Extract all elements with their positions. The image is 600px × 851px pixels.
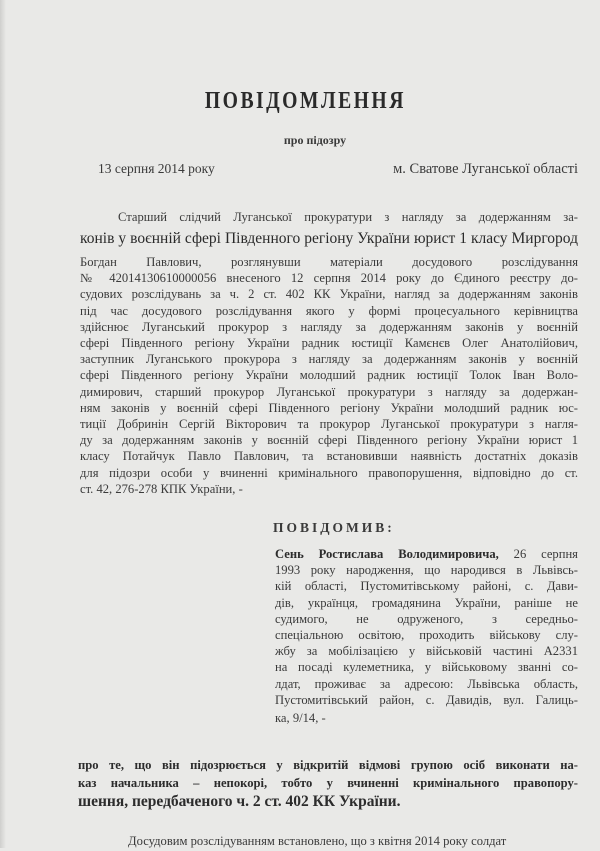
paragraph-line: Старший слідчий Луганської прокуратури з нагляду за додержанням за- [118,210,578,224]
paragraph-line: здійснює Луганський прокурор з нагляду за додержанням законів у воєнній [80,319,578,334]
final-paragraph-line: Досудовим розслідуванням встановлено, що з квітня 2014 року солдат [128,834,507,848]
paragraph-line: димирович, старший прокурор Луганської прокуратури з нагляду за додержан- [80,384,578,399]
paragraph-line: Богдан Павлович, розглянувши матеріали досудового розслідування [80,255,578,269]
suspect-line: кій області, Пустомитівському районі, с. Дави- [275,579,578,594]
scan-edge [0,0,6,848]
paragraph-line: під час досудового розслідування якого у формі процесуального керівництва [80,303,578,318]
suspect-name: Сень Ростислава Володимировича, [275,547,499,561]
suspect-line: дів, українця, громадянина України, раніше не [275,595,578,610]
suspect-line: жбу за мобілізацією у військовій частині А2331 [275,644,578,659]
suspicion-line: шення, передбаченого ч. 2 ст. 402 КК України. [78,793,401,810]
suspect-line: 1993 року народження, що народився в Львівсь- [275,563,578,578]
paragraph-line: тиції Добринін Сергій Вікторович та прокурор Луганської прокуратури з нагля- [80,417,578,431]
paragraph-line: ду за додержанням законів у воєнній сфері Південного регіону України юрист 1 [80,433,578,448]
suspect-line: лдат, проживає за адресою: Львівська область, [275,676,578,691]
paragraph-line: ням законів у воєнній сфері Південного регіону України молодший радник юс- [80,400,578,415]
paragraph-line: судових розслідувань за ч. 2 ст. 402 КК України, нагляд за додержанням законів [80,287,578,302]
suspicion-line: про те, що він підозрюється у відкритій відмові групою осіб виконати на- [78,758,578,772]
suspect-line [275,547,578,564]
paragraph-line: класу Потайчук Павло Павлович, та встановивши наявність достатніх доказів [80,449,578,464]
paragraph-line: сфері Південного регіону України молодший радник юстиції Толок Іван Воло- [80,368,578,383]
paragraph-line: ст. 42, 276-278 КПК України, - [80,481,243,496]
suspect-line: спеціальною освітою, проходить військову слу- [275,628,578,642]
paragraph-line: конів у воєнній сфері Південного регіону України юрист 1 класу Миргород [80,230,578,247]
notified-heading: ПОВІДОМИВ: [273,520,395,535]
suspect-line: судимого, не одруженого, з середньо- [275,611,578,626]
document-subtitle: про підозру [283,133,347,147]
paragraph-line: сфері Південного регіону України радник юстиції Камєнєв Олег Анатолійович, [80,336,578,350]
paragraph-line: для підозри особи у вчиненні кримінального правопорушення, відповідно до ст. [80,465,578,480]
suspect-line: ка, 9/14, - [275,711,326,725]
paragraph-line: заступник Луганського прокурора з нагляду за додержанням законів у воєнній [80,352,578,367]
suspicion-line: каз начальника – непокорі, тобто у вчиненні кримінального правопору- [78,776,578,790]
suspect-birthdate: 26 серпня [513,547,578,561]
paragraph-line: № 42014130610000056 внесеного 12 серпня 2014 року до Єдиного реєстру до- [80,271,578,286]
suspect-line: Пустомитівський район, с. Давидів, вул. Галиць- [275,692,578,707]
document-title: ПОВІДОМЛЕННЯ [204,88,406,114]
document-date: 13 серпня 2014 року [98,161,215,176]
suspect-line: на посаді кулеметника, у військовому званні со- [275,660,578,675]
document-place: м. Сватове Луганської області [393,161,578,177]
